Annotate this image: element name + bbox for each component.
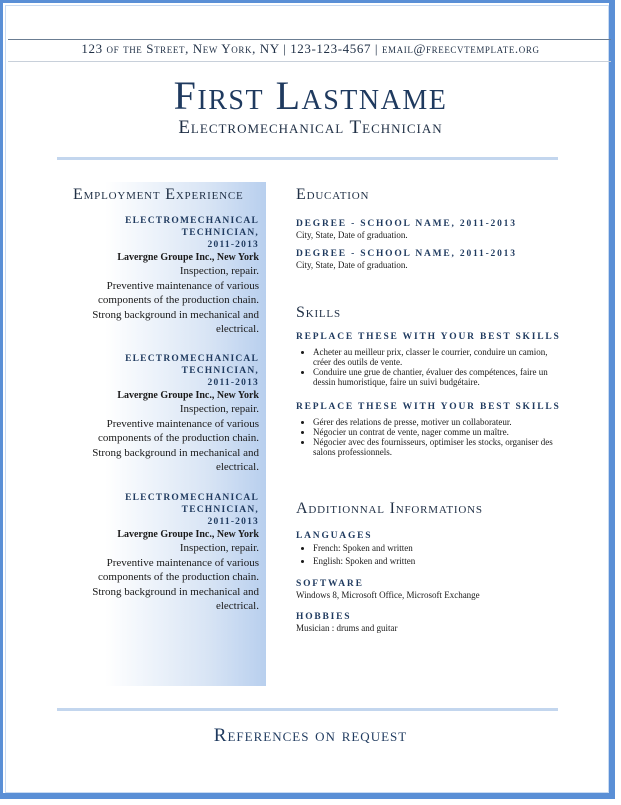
contact-info: 123 of the Street, New York, NY | 123-123-4567 | email@freecvtemplate.org xyxy=(81,41,540,56)
education-degree: DEGREE - SCHOOL NAME, 2011-2013 xyxy=(296,249,517,259)
list-item: • Acheter au meilleur prix, classer le courrier, conduire un camion, créer des outils de vente. xyxy=(313,347,566,367)
job-description: Inspection, repair. xyxy=(179,403,259,415)
list-item: • Gérer des relations de presse, motiver un collaborateur. xyxy=(313,417,566,427)
languages-list xyxy=(296,542,566,568)
education-degree: DEGREE - SCHOOL NAME, 2011-2013 xyxy=(296,219,517,229)
footer-divider xyxy=(57,708,558,711)
job-description: Preventive maintenance of various xyxy=(106,417,259,430)
job-description: Strong background in mechanical and xyxy=(92,308,259,321)
skills-heading: Skills xyxy=(296,304,341,321)
skills-list xyxy=(296,417,566,457)
job-role: ELECTROMECHANICAL xyxy=(125,354,259,364)
job-description: Inspection, repair. xyxy=(179,542,259,554)
list-item: • Négocier un contrat de vente, nager comme un maître. xyxy=(313,427,566,437)
job-description: Preventive maintenance of various xyxy=(106,556,259,569)
skills-group-title: REPLACE THESE WITH YOUR BEST SKILLS xyxy=(296,332,561,342)
job-company: Lavergne Groupe Inc., New York xyxy=(117,529,259,540)
software-text: Windows 8, Microsoft Office, Microsoft Exchange xyxy=(296,590,480,600)
job-years: 2011-2013 xyxy=(207,517,259,527)
list-item: • French: Spoken and written xyxy=(313,542,566,555)
job-entry xyxy=(69,353,259,475)
job-years: 2011-2013 xyxy=(207,240,259,250)
skills-list xyxy=(296,347,566,387)
employment-heading: Employment Experience xyxy=(73,186,244,203)
job-years: 2011-2013 xyxy=(207,378,259,388)
job-description: Preventive maintenance of various xyxy=(106,279,259,292)
education-heading: Education xyxy=(296,186,370,203)
hobbies-title: HOBBIES xyxy=(296,612,352,622)
list-item: • Conduire une grue de chantier, évaluer des compétences, faire un dessin humoristique, faire un suivi budgétaire. xyxy=(313,367,566,387)
job-description: components of the production chain. xyxy=(98,571,259,583)
skills-section xyxy=(296,304,566,457)
education-location: City, State, Date of graduation. xyxy=(296,260,408,270)
job-entry xyxy=(69,492,259,614)
job-role: TECHNICIAN, xyxy=(181,505,259,515)
job-company: Lavergne Groupe Inc., New York xyxy=(117,252,259,263)
additional-heading: Additionnal Informations xyxy=(296,500,483,517)
job-role: TECHNICIAN, xyxy=(181,366,259,376)
list-item: • Négocier avec des fournisseurs, optimiser les stocks, organiser des salons professionnels. xyxy=(313,437,566,457)
hobbies-text: Musician : drums and guitar xyxy=(296,623,398,633)
education-section xyxy=(296,186,566,270)
job-entry xyxy=(69,215,259,337)
job-description: Strong background in mechanical and xyxy=(92,585,259,598)
job-description: Inspection, repair. xyxy=(179,265,259,277)
job-role: ELECTROMECHANICAL xyxy=(125,216,259,226)
education-location: City, State, Date of graduation. xyxy=(296,230,408,240)
languages-title: LANGUAGES xyxy=(296,531,373,541)
skills-group-title: REPLACE THESE WITH YOUR BEST SKILLS xyxy=(296,402,561,412)
job-description: electrical. xyxy=(215,600,259,612)
references-footer: References on request xyxy=(213,725,408,746)
header-divider xyxy=(57,157,558,160)
job-title: Electromechanical Technician xyxy=(178,117,443,138)
job-description: components of the production chain. xyxy=(98,432,259,444)
full-name: First Lastname xyxy=(173,73,448,118)
job-description: electrical. xyxy=(215,461,259,473)
job-description: Strong background in mechanical and xyxy=(92,446,259,459)
job-description: electrical. xyxy=(215,323,259,335)
job-role: ELECTROMECHANICAL xyxy=(125,493,259,503)
job-company: Lavergne Groupe Inc., New York xyxy=(117,390,259,401)
list-item: • English: Spoken and written xyxy=(313,555,566,568)
job-role: TECHNICIAN, xyxy=(181,228,259,238)
additional-section xyxy=(296,500,566,633)
job-description: components of the production chain. xyxy=(98,294,259,306)
software-title: SOFTWARE xyxy=(296,579,364,589)
